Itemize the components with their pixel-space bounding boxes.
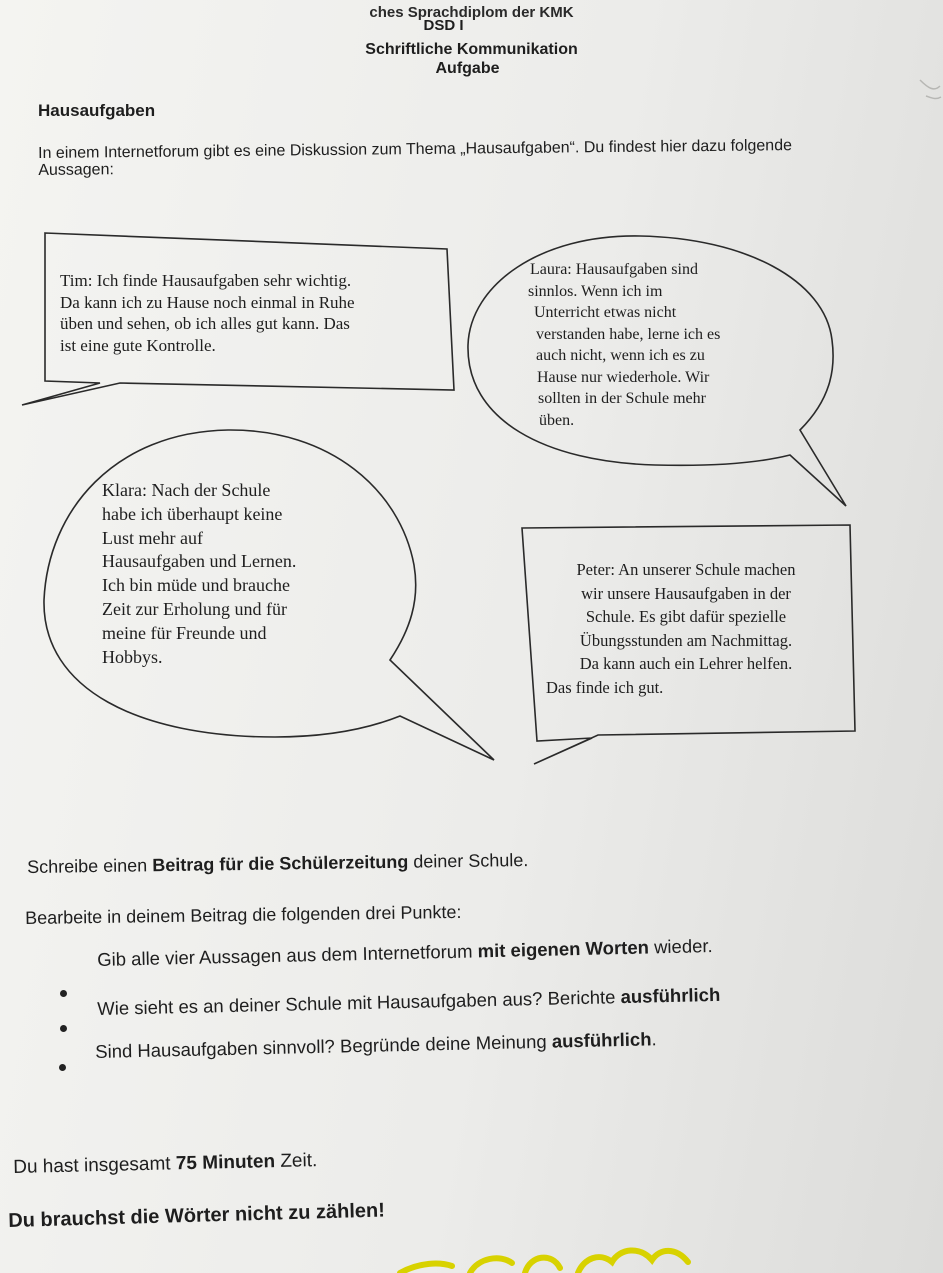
klara-line: Hobbys. bbox=[102, 646, 163, 667]
time-text: Zeit. bbox=[274, 1150, 318, 1173]
task-text: Schreibe einen bbox=[27, 855, 153, 877]
peter-statement bbox=[536, 558, 836, 699]
tim-line: ist eine gute Kontrolle. bbox=[60, 335, 216, 355]
peter-line: Da kann auch ein Lehrer helfen. bbox=[579, 654, 793, 673]
header-line-2: DSD I bbox=[423, 17, 464, 34]
tim-line: üben und sehen, ob ich alles gut kann. Das bbox=[60, 314, 350, 333]
laura-line: auch nicht, wenn ich es zu bbox=[536, 347, 705, 364]
laura-line: Hause nur wiederhole. Wir bbox=[537, 368, 710, 386]
laura-line: sollten in der Schule mehr bbox=[538, 390, 706, 407]
tim-line: Da kann ich zu Hause noch einmal in Ruhe bbox=[60, 292, 355, 312]
task-emphasis: Beitrag für die Schülerzeitung bbox=[152, 851, 409, 876]
laura-statement bbox=[528, 259, 818, 431]
page-title: Hausaufgaben bbox=[38, 101, 156, 120]
bullet-emphasis: ausführlich bbox=[551, 1028, 652, 1052]
bullet-dot bbox=[60, 990, 67, 997]
laura-line: Unterricht etwas nicht bbox=[534, 304, 677, 321]
task-subinstruction: Bearbeite in deinem Beitrag die folgenden drei Punkte: bbox=[25, 901, 462, 928]
bullet-text: Sind Hausaufgaben sinnvoll? Begründe deine Meinung bbox=[95, 1030, 553, 1062]
bullet-emphasis: ausführlich bbox=[620, 983, 721, 1008]
klara-line: Ich bin müde und brauche bbox=[102, 575, 290, 596]
klara-line: Klara: Nach der Schule bbox=[102, 480, 271, 500]
handwriting-scribble bbox=[400, 1250, 688, 1273]
header-line-1: ches Sprachdiplom der KMK bbox=[369, 4, 574, 21]
header-line-4: Aufgabe bbox=[435, 60, 500, 77]
klara-line: Hausaufgaben und Lernen. bbox=[102, 551, 297, 572]
peter-line: Peter: An unserer Schule machen bbox=[576, 560, 796, 579]
bullet-text: Wie sieht es an deiner Schule mit Hausaufgaben aus? Berichte bbox=[97, 986, 621, 1019]
laura-line: sinnlos. Wenn ich im bbox=[528, 282, 663, 300]
bullet-text: . bbox=[651, 1028, 657, 1050]
klara-line: Zeit zur Erholung und für bbox=[102, 598, 287, 619]
bullet-dot bbox=[59, 1064, 66, 1071]
klara-statement bbox=[102, 479, 402, 669]
peter-line: wir unsere Hausaufgaben in der bbox=[581, 583, 791, 603]
bullet-emphasis: mit eigenen Worten bbox=[477, 936, 650, 962]
tim-statement bbox=[60, 270, 460, 356]
task-text: deiner Schule. bbox=[408, 850, 529, 872]
laura-line: Laura: Hausaufgaben sind bbox=[530, 261, 698, 278]
bullet-dot bbox=[60, 1025, 67, 1032]
peter-line: Das finde ich gut. bbox=[546, 677, 664, 697]
peter-line: Schule. Es gibt dafür spezielle bbox=[585, 607, 787, 626]
bullet-text: Gib alle vier Aussagen aus dem Internetforum bbox=[97, 940, 478, 970]
tim-line: Tim: Ich finde Hausaufgaben sehr wichtig. bbox=[60, 271, 352, 290]
time-emphasis: 75 Minuten bbox=[175, 1151, 276, 1175]
laura-line: üben. bbox=[539, 411, 575, 429]
bullet-text: wieder. bbox=[648, 935, 713, 958]
klara-line: Lust mehr auf bbox=[102, 527, 203, 548]
peter-line: Übungsstunden am Nachmittag. bbox=[579, 630, 793, 650]
header-line-3: Schriftliche Kommunikation bbox=[365, 41, 578, 58]
intro-text: In einem Internetforum gibt es eine Diskussion zum Thema „Hausaufgaben“. Du findest hier dazu folgende Aussagen: bbox=[38, 137, 793, 179]
pencil-mark bbox=[920, 80, 941, 99]
klara-line: meine für Freunde und bbox=[102, 622, 267, 643]
laura-line: verstanden habe, lerne ich es bbox=[536, 325, 721, 343]
time-text: Du hast insgesamt bbox=[13, 1153, 177, 1178]
klara-line: habe ich überhaupt keine bbox=[102, 503, 283, 524]
final-note: Du brauchst die Wörter nicht zu zählen! bbox=[8, 1199, 386, 1232]
